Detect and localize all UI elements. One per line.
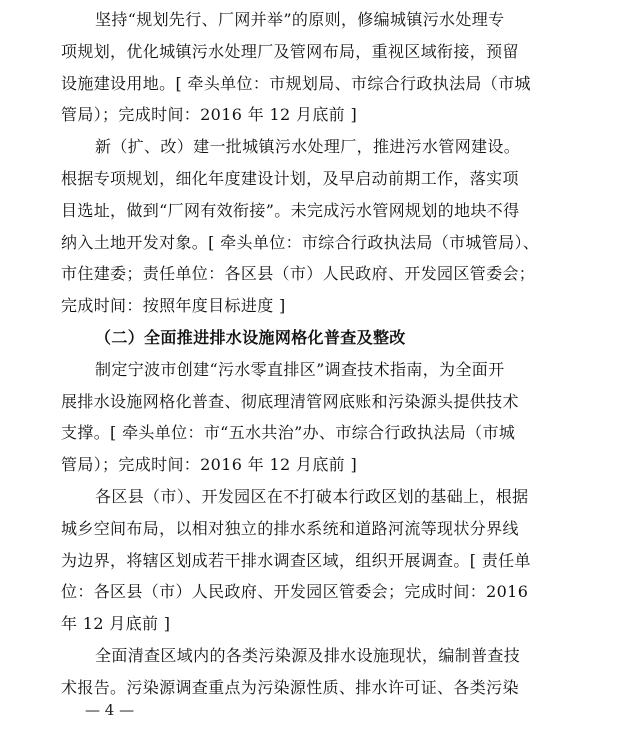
text-line: 新（扩、改）建一批城镇污水处理厂，推进污水管网建设。 bbox=[95, 137, 521, 157]
text-line: 术报告。污染源调查重点为污染源性质、排水许可证、各类污染 bbox=[61, 677, 519, 697]
text-line: 展排水设施网格化普查、彻底理清管网底账和污染源头提供技术 bbox=[61, 391, 519, 411]
paragraph-survey-zones bbox=[61, 481, 563, 640]
text-line: 项规划，优化城镇污水处理厂及管网布局，重视区域衔接，预留 bbox=[61, 41, 519, 61]
paragraph-planning bbox=[61, 4, 563, 131]
text-line: 目选址，做到“厂网有效衔接”。未完成污水管网规划的地块不得 bbox=[61, 200, 520, 220]
document-body bbox=[61, 4, 563, 704]
text-line: 管局）；完成时间：2016 年 12 月底前 ] bbox=[61, 455, 358, 475]
paragraph-technical-guide bbox=[61, 354, 563, 481]
text-line: 年 12 月底前 ] bbox=[61, 614, 171, 634]
text-line: 各区县（市）、开发园区在不打破本行政区划的基础上，根据 bbox=[95, 486, 529, 506]
text-line: 城乡空间布局，以相对独立的排水系统和道路河流等现状分界线 bbox=[61, 518, 519, 538]
text-line: 设施建设用地。[ 牵头单位：市规划局、市综合行政执法局（市城 bbox=[61, 73, 531, 93]
text-line: 市住建委；责任单位：各区县（市）人民政府、开发园区管委会； bbox=[61, 264, 536, 284]
text-line: 根据专项规划，细化年度建设计划，及早启动前期工作，落实项 bbox=[61, 168, 519, 188]
section-heading bbox=[61, 322, 563, 354]
text-line: 管局）；完成时间：2016 年 12 月底前 ] bbox=[61, 105, 358, 125]
section-heading-text: （二）全面推进排水设施网格化普查及整改 bbox=[95, 327, 406, 347]
paragraph-plant-construction bbox=[61, 131, 563, 322]
paragraph-pollution-inventory bbox=[61, 640, 563, 704]
text-line: 制定宁波市创建“污水零直排区”调查技术指南，为全面开 bbox=[95, 359, 505, 379]
text-line: 坚持“规划先行、厂网并举”的原则，修编城镇污水处理专 bbox=[95, 10, 505, 29]
text-line: 位：各区县（市）人民政府、开发园区管委会；完成时间：2016 bbox=[61, 582, 529, 602]
text-line: 完成时间：按照年度目标进度 ] bbox=[61, 296, 286, 316]
text-line: 支撑。[ 牵头单位：市“五水共治”办、市综合行政执法局（市城 bbox=[61, 423, 516, 443]
text-line: 为边界，将辖区划成若干排水调查区域，组织开展调查。[ 责任单 bbox=[61, 550, 531, 570]
text-line: 全面清查区域内的各类污染源及排水设施现状，编制普查技 bbox=[95, 645, 521, 665]
text-line: 纳入土地开发对象。[ 牵头单位：市综合行政执法局（市城管局）、 bbox=[61, 232, 540, 252]
page-number: — 4 — bbox=[85, 701, 135, 719]
